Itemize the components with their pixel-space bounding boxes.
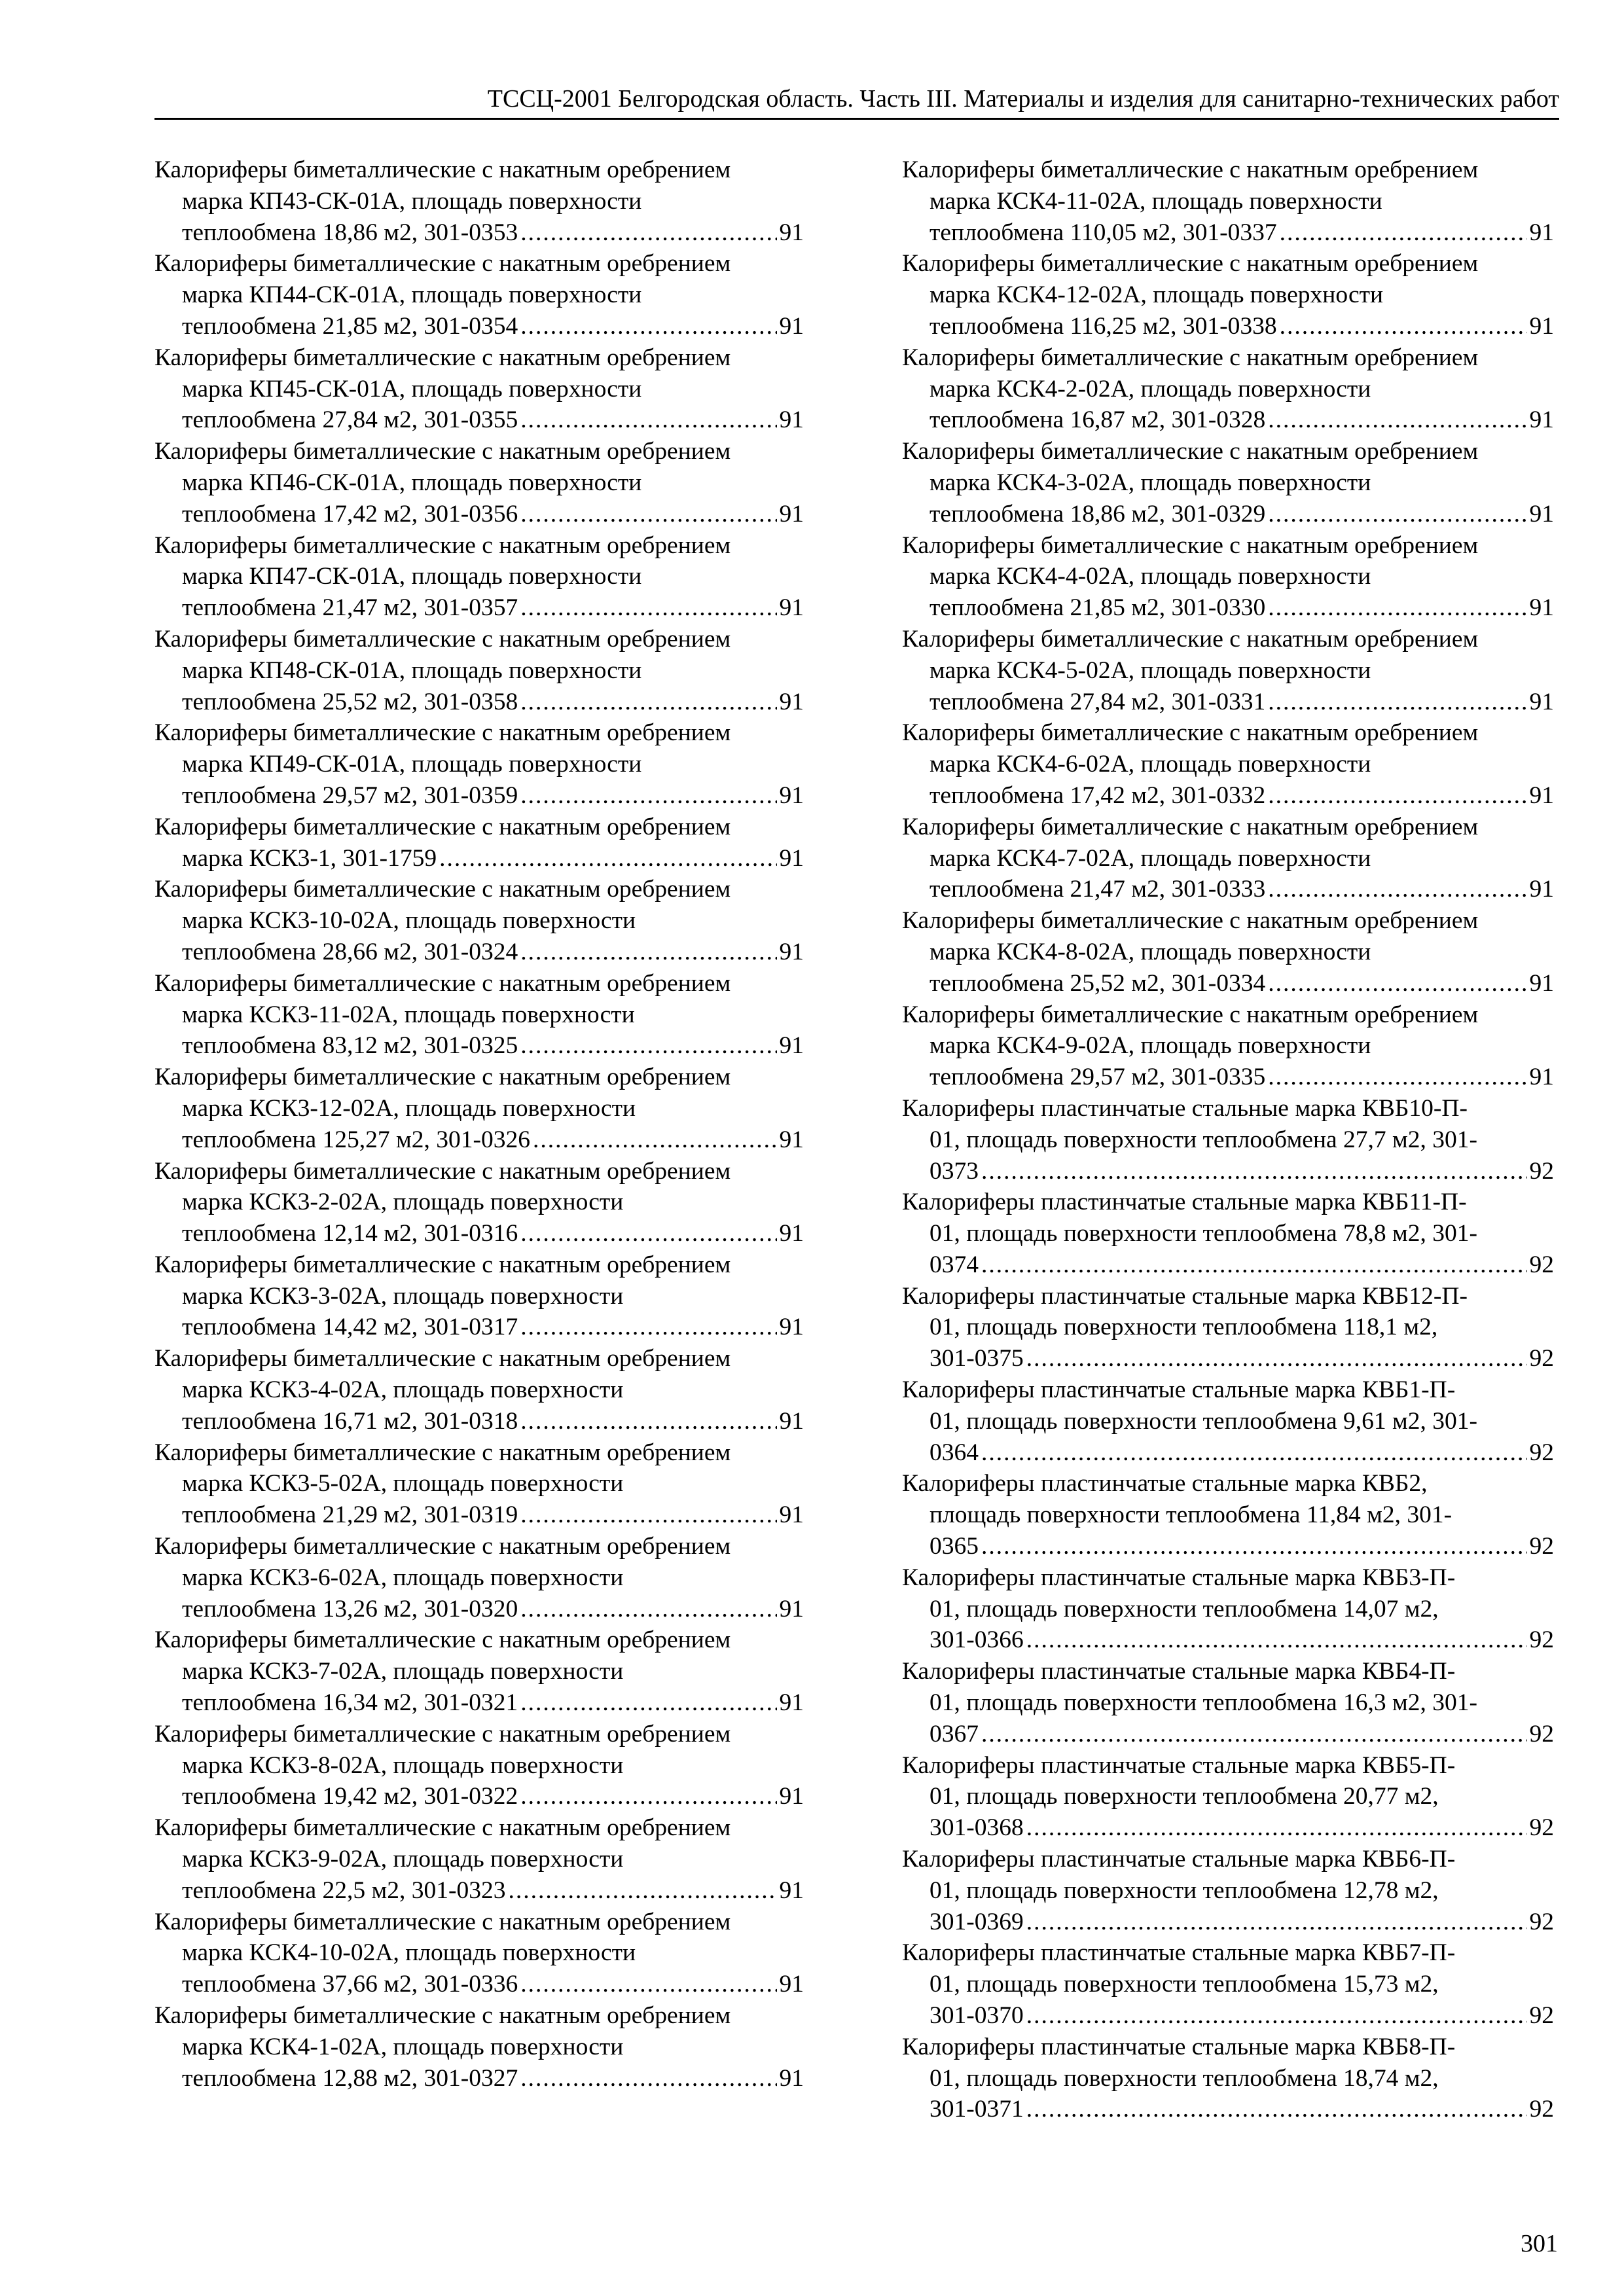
entry-text-line: теплообмена 21,47 м2, 301-0333 <box>929 876 1266 903</box>
entry-text-line: Калориферы биметаллические с накатным оребрением <box>154 1626 731 1654</box>
index-entry <box>154 2000 804 2094</box>
entry-text-line: теплообмена 21,85 м2, 301-0330 <box>929 594 1266 622</box>
entry-page-ref: 91 <box>779 844 804 872</box>
entry-text-line: теплообмена 28,66 м2, 301-0324 <box>182 938 518 965</box>
entry-text-line: Калориферы пластинчатые стальные марка КВБ10-П- <box>902 1094 1468 1122</box>
index-column-left <box>154 154 804 2094</box>
entry-page-ref: 92 <box>1529 1439 1554 1466</box>
entry-text-line: Калориферы биметаллические с накатным оребрением <box>154 1720 731 1748</box>
entry-text-line: теплообмена 16,87 м2, 301-0328 <box>929 406 1266 434</box>
dot-leader <box>520 687 776 718</box>
entry-text-line: 01, площадь поверхности теплообмена 12,78 м2, <box>929 1876 1439 1904</box>
entry-text-line: 301-0371 <box>929 2096 1024 2123</box>
entry-text-line: Калориферы биметаллические с накатным оребрением <box>902 719 1479 747</box>
entry-text-line: марка КСК3-4-02А, площадь поверхности <box>182 1376 624 1404</box>
entry-text-line: Калориферы биметаллические с накатным оребрением <box>902 156 1479 183</box>
dot-leader <box>520 1687 776 1719</box>
dot-leader <box>1026 1624 1527 1656</box>
entry-text-line: теплообмена 18,86 м2, 301-0329 <box>929 500 1266 528</box>
index-entry <box>902 1562 1554 1656</box>
entry-text-line: Калориферы биметаллические с накатным оребрением <box>154 531 731 559</box>
entry-last-line <box>154 1594 804 1625</box>
index-entry <box>902 2032 1554 2125</box>
entry-last-line <box>154 311 804 342</box>
entry-text-line: марка КП46-СК-01А, площадь поверхности <box>182 469 642 496</box>
entry-last-line <box>902 1062 1554 1093</box>
entry-page-ref: 92 <box>1529 1251 1554 1278</box>
dot-leader <box>981 1531 1527 1562</box>
page-number: 301 <box>1521 2230 1558 2257</box>
entry-page-ref: 91 <box>779 2064 804 2092</box>
entry-page-ref: 91 <box>779 1407 804 1435</box>
entry-text-line: теплообмена 27,84 м2, 301-0355 <box>182 406 518 434</box>
entry-text-line: 01, площадь поверхности теплообмена 27,7 м2, 301- <box>929 1126 1477 1153</box>
entry-text-line: марка КСК3-9-02А, площадь поверхности <box>182 1846 624 1873</box>
entry-text-line: теплообмена 116,25 м2, 301-0338 <box>929 312 1277 340</box>
entry-text-line: Калориферы биметаллические с накатным оребрением <box>154 250 731 278</box>
entry-page-ref: 92 <box>1529 1345 1554 1372</box>
entry-page-ref: 91 <box>1529 500 1554 528</box>
entry-page-ref: 91 <box>779 1032 804 1060</box>
entry-text-line: Калориферы биметаллические с накатным оребрением <box>154 1251 731 1278</box>
index-entry <box>154 1249 804 1343</box>
entry-text-line: теплообмена 25,52 м2, 301-0358 <box>182 688 518 715</box>
entry-last-line <box>154 1687 804 1719</box>
dot-leader <box>520 1594 776 1625</box>
index-entry <box>154 874 804 967</box>
entry-last-line <box>154 687 804 718</box>
entry-text-line: марка КСК4-7-02А, площадь поверхности <box>929 844 1371 872</box>
entry-last-line <box>154 404 804 436</box>
entry-last-line <box>902 1907 1554 1938</box>
dot-leader <box>520 1499 776 1531</box>
entry-text-line: Калориферы биметаллические с накатным оребрением <box>902 1001 1479 1028</box>
entry-last-line <box>902 780 1554 812</box>
dot-leader <box>520 1969 776 2000</box>
entry-last-line <box>902 1624 1554 1656</box>
entry-text-line: 01, площадь поверхности теплообмена 9,61 м2, 301- <box>929 1407 1477 1435</box>
entry-text-line: Калориферы пластинчатые стальные марка КВБ12-П- <box>902 1282 1468 1310</box>
entry-text-line: Калориферы пластинчатые стальные марка КВБ5-П- <box>902 1751 1456 1779</box>
entry-text-line: 301-0369 <box>929 1908 1024 1935</box>
entry-text-line: теплообмена 12,14 м2, 301-0316 <box>182 1220 518 1247</box>
entry-text-line: площадь поверхности теплообмена 11,84 м2, 301- <box>929 1501 1453 1529</box>
entry-text-line: Калориферы биметаллические с накатным оребрением <box>154 1908 731 1935</box>
entry-page-ref: 91 <box>779 1501 804 1529</box>
entry-text-line: Калориферы пластинчатые стальные марка КВБ6-П- <box>902 1846 1456 1873</box>
entry-text-line: 301-0370 <box>929 2002 1024 2030</box>
dot-leader <box>1026 2000 1527 2032</box>
dot-leader <box>520 2063 776 2094</box>
index-entry <box>902 1374 1554 1468</box>
entry-text-line: марка КСК4-11-02А, площадь поверхности <box>929 187 1382 215</box>
entry-text-line: 01, площадь поверхности теплообмена 15,73 м2, <box>929 1971 1439 1998</box>
index-entry <box>902 624 1554 717</box>
index-entry <box>154 1156 804 1249</box>
dot-leader <box>520 311 776 342</box>
dot-leader <box>981 1719 1527 1750</box>
entry-text-line: марка КП47-СК-01А, площадь поверхности <box>182 563 642 590</box>
entry-text-line: теплообмена 125,27 м2, 301-0326 <box>182 1126 530 1153</box>
entry-page-ref: 92 <box>1529 2002 1554 2030</box>
entry-page-ref: 92 <box>1529 1908 1554 1935</box>
index-entry <box>154 1062 804 1155</box>
entry-text-line: 0365 <box>929 1533 979 1560</box>
dot-leader <box>520 592 776 624</box>
entry-text-line: Калориферы биметаллические с накатным оребрением <box>902 438 1479 465</box>
index-entry <box>902 530 1554 624</box>
entry-text-line: Калориферы биметаллические с накатным оребрением <box>154 876 731 903</box>
entry-text-line: Калориферы пластинчатые стальные марка КВБ11-П- <box>902 1189 1467 1216</box>
entry-last-line <box>902 1531 1554 1562</box>
index-entry <box>902 1468 1554 1562</box>
index-entry <box>154 1624 804 1718</box>
entry-text-line: Калориферы пластинчатые стальные марка КВБ1-П- <box>902 1376 1456 1404</box>
entry-last-line <box>154 1781 804 1812</box>
entry-text-line: марка КСК3-3-02А, площадь поверхности <box>182 1282 624 1310</box>
entry-page-ref: 91 <box>779 1689 804 1717</box>
entry-page-ref: 92 <box>1529 2096 1554 2123</box>
dot-leader <box>1280 311 1527 342</box>
entry-text-line: Калориферы биметаллические с накатным оребрением <box>902 625 1479 653</box>
entry-text-line: марка КСК4-1-02А, площадь поверхности <box>182 2033 624 2060</box>
entry-text-line: 301-0366 <box>929 1626 1024 1654</box>
index-entry <box>154 1343 804 1437</box>
index-entry <box>902 905 1554 999</box>
entry-page-ref: 91 <box>779 500 804 528</box>
entry-page-ref: 91 <box>779 406 804 434</box>
entry-text-line: марка КП48-СК-01А, площадь поверхности <box>182 656 642 684</box>
entry-text-line: Калориферы биметаллические с накатным оребрением <box>154 1533 731 1560</box>
entry-text-line: Калориферы биметаллические с накатным оребрением <box>154 1345 731 1372</box>
dot-leader <box>981 1156 1527 1187</box>
index-entry <box>154 1531 804 1624</box>
dot-leader <box>520 780 776 812</box>
dot-leader <box>1268 1062 1526 1093</box>
dot-leader <box>1268 592 1526 624</box>
entry-text-line: марка КП44-СК-01А, площадь поверхности <box>182 281 642 309</box>
dot-leader <box>1268 404 1526 436</box>
entry-page-ref: 91 <box>779 1595 804 1623</box>
entry-text-line: марка КСК3-7-02А, площадь поверхности <box>182 1658 624 1685</box>
index-entry <box>154 1812 804 1906</box>
entry-text-line: марка КСК4-9-02А, площадь поверхности <box>929 1032 1371 1060</box>
entry-last-line <box>154 1030 804 1062</box>
entry-text-line: Калориферы биметаллические с накатным оребрением <box>902 907 1479 935</box>
entry-page-ref: 92 <box>1529 1157 1554 1185</box>
index-entry <box>154 342 804 436</box>
entry-page-ref: 92 <box>1529 1533 1554 1560</box>
entry-text-line: марка КСК3-11-02А, площадь поверхности <box>182 1001 635 1028</box>
entry-text-line: теплообмена 29,57 м2, 301-0359 <box>182 781 518 809</box>
entry-page-ref: 91 <box>779 938 804 965</box>
entry-text-line: Калориферы биметаллические с накатным оребрением <box>154 969 731 997</box>
index-entry <box>902 1844 1554 1937</box>
entry-text-line: марка КСК4-5-02А, площадь поверхности <box>929 656 1371 684</box>
entry-text-line: марка КСК3-6-02А, площадь поверхности <box>182 1564 624 1591</box>
entry-last-line <box>154 217 804 249</box>
entry-text-line: марка КСК3-1, 301-1759 <box>182 844 437 872</box>
entry-text-line: марка КСК4-10-02А, площадь поверхности <box>182 1939 636 1967</box>
entry-last-line <box>902 687 1554 718</box>
entry-text-line: Калориферы биметаллические с накатным оребрением <box>154 1157 731 1185</box>
entry-text-line: 01, площадь поверхности теплообмена 16,3 м2, 301- <box>929 1689 1477 1717</box>
entry-page-ref: 91 <box>1529 594 1554 622</box>
dot-leader <box>981 1437 1527 1469</box>
entry-last-line <box>154 780 804 812</box>
entry-text-line: марка КСК3-5-02А, площадь поверхности <box>182 1470 624 1498</box>
entry-text-line: теплообмена 21,85 м2, 301-0354 <box>182 312 518 340</box>
entry-page-ref: 91 <box>779 312 804 340</box>
dot-leader <box>1268 968 1526 999</box>
entry-text-line: Калориферы биметаллические с накатным оребрением <box>154 156 731 183</box>
entry-text-line: Калориферы биметаллические с накатным оребрением <box>154 1439 731 1466</box>
dot-leader <box>520 499 776 530</box>
entry-last-line <box>902 968 1554 999</box>
entry-last-line <box>902 1249 1554 1281</box>
index-entry <box>902 342 1554 436</box>
entry-page-ref: 91 <box>779 1783 804 1810</box>
entry-last-line <box>154 592 804 624</box>
entry-last-line <box>902 499 1554 530</box>
dot-leader <box>520 404 776 436</box>
entry-page-ref: 92 <box>1529 1720 1554 1748</box>
entry-text-line: 301-0368 <box>929 1814 1024 1842</box>
entry-page-ref: 92 <box>1529 1626 1554 1654</box>
entry-text-line: теплообмена 110,05 м2, 301-0337 <box>929 219 1277 246</box>
entry-page-ref: 91 <box>779 1220 804 1247</box>
entry-last-line <box>154 843 804 874</box>
dot-leader <box>520 937 776 968</box>
entry-text-line: марка КП49-СК-01А, площадь поверхности <box>182 751 642 778</box>
entry-text-line: Калориферы пластинчатые стальные марка КВБ2, <box>902 1470 1428 1498</box>
entry-text-line: 01, площадь поверхности теплообмена 14,07 м2, <box>929 1595 1439 1623</box>
entry-page-ref: 91 <box>1529 688 1554 715</box>
dot-leader <box>1026 1812 1527 1844</box>
entry-text-line: Калориферы биметаллические с накатным оребрением <box>154 344 731 371</box>
index-entry <box>154 1719 804 1812</box>
entry-text-line: теплообмена 14,42 м2, 301-0317 <box>182 1314 518 1341</box>
entry-text-line: Калориферы биметаллические с накатным оребрением <box>154 438 731 465</box>
entry-page-ref: 91 <box>1529 876 1554 903</box>
entry-last-line <box>154 2063 804 2094</box>
entry-text-line: теплообмена 37,66 м2, 301-0336 <box>182 1971 518 1998</box>
index-entry <box>902 812 1554 905</box>
entry-text-line: теплообмена 12,88 м2, 301-0327 <box>182 2064 518 2092</box>
entry-text-line: Калориферы биметаллические с накатным оребрением <box>902 250 1479 278</box>
entry-text-line: марка КСК4-3-02А, площадь поверхности <box>929 469 1371 496</box>
entry-last-line <box>902 592 1554 624</box>
entry-text-line: теплообмена 29,57 м2, 301-0335 <box>929 1064 1266 1091</box>
index-entry <box>154 530 804 624</box>
page-header: ТССЦ-2001 Белгородская область. Часть III. Материалы и изделия для санитарно-технических работ <box>154 82 1559 120</box>
entry-page-ref: 91 <box>1529 781 1554 809</box>
entry-text-line: 01, площадь поверхности теплообмена 118,1 м2, <box>929 1314 1438 1341</box>
entry-page-ref: 91 <box>779 1126 804 1153</box>
entry-page-ref: 91 <box>1529 969 1554 997</box>
entry-text-line: теплообмена 27,84 м2, 301-0331 <box>929 688 1266 715</box>
entry-text-line: марка КСК4-4-02А, площадь поверхности <box>929 563 1371 590</box>
entry-last-line <box>902 1156 1554 1187</box>
entry-text-line: Калориферы биметаллические с накатным оребрением <box>154 2002 731 2030</box>
index-entry <box>902 1187 1554 1280</box>
index-entry <box>902 1750 1554 1844</box>
entry-last-line <box>902 874 1554 905</box>
index-entry <box>902 717 1554 811</box>
entry-text-line: теплообмена 22,5 м2, 301-0323 <box>182 1876 506 1904</box>
entry-text-line: Калориферы биметаллические с накатным оребрением <box>154 719 731 747</box>
entry-text-line: марка КП43-СК-01А, площадь поверхности <box>182 187 642 215</box>
entry-last-line <box>902 1719 1554 1750</box>
entry-text-line: 01, площадь поверхности теплообмена 18,74 м2, <box>929 2064 1439 2092</box>
index-entry <box>902 154 1554 248</box>
entry-last-line <box>154 1406 804 1437</box>
index-entry <box>154 436 804 529</box>
entry-text-line: 0374 <box>929 1251 979 1278</box>
entry-last-line <box>902 1343 1554 1374</box>
entry-text-line: Калориферы биметаллические с накатным оребрением <box>902 813 1479 840</box>
dot-leader <box>1280 217 1527 249</box>
entry-text-line: марка КСК4-6-02А, площадь поверхности <box>929 751 1371 778</box>
entry-page-ref: 91 <box>1529 219 1554 246</box>
entry-text-line: Калориферы биметаллические с накатным оребрением <box>154 625 731 653</box>
entry-last-line <box>154 1499 804 1531</box>
dot-leader <box>1268 499 1526 530</box>
entry-text-line: теплообмена 19,42 м2, 301-0322 <box>182 1783 518 1810</box>
entry-text-line: теплообмена 16,34 м2, 301-0321 <box>182 1689 518 1717</box>
entry-text-line: теплообмена 25,52 м2, 301-0334 <box>929 969 1266 997</box>
dot-leader <box>520 1406 776 1437</box>
entry-text-line: Калориферы биметаллические с накатным оребрением <box>154 813 731 840</box>
entry-page-ref: 91 <box>1529 406 1554 434</box>
dot-leader <box>1268 874 1526 905</box>
entry-page-ref: 91 <box>779 219 804 246</box>
entry-last-line <box>902 1812 1554 1844</box>
index-entry <box>902 1093 1554 1187</box>
entry-text-line: Калориферы пластинчатые стальные марка КВБ4-П- <box>902 1658 1456 1685</box>
index-entry <box>154 1437 804 1531</box>
entry-text-line: марка КСК4-8-02А, площадь поверхности <box>929 938 1371 965</box>
dot-leader <box>520 1312 776 1343</box>
dot-leader <box>520 1781 776 1812</box>
index-entry <box>902 999 1554 1093</box>
entry-page-ref: 91 <box>779 594 804 622</box>
entry-text-line: теплообмена 21,29 м2, 301-0319 <box>182 1501 518 1529</box>
entry-text-line: Калориферы биметаллические с накатным оребрением <box>154 1064 731 1091</box>
entry-text-line: теплообмена 21,47 м2, 301-0357 <box>182 594 518 622</box>
entry-last-line <box>154 937 804 968</box>
entry-page-ref: 91 <box>779 781 804 809</box>
entry-text-line: теплообмена 18,86 м2, 301-0353 <box>182 219 518 246</box>
entry-page-ref: 91 <box>779 688 804 715</box>
entry-last-line <box>154 499 804 530</box>
index-entry <box>154 1907 804 2000</box>
dot-leader <box>520 1218 776 1249</box>
entry-text-line: марка КСК3-8-02А, площадь поверхности <box>182 1751 624 1779</box>
index-entry <box>902 436 1554 529</box>
index-entry <box>902 1937 1554 2031</box>
entry-last-line <box>902 1437 1554 1469</box>
entry-text-line: теплообмена 83,12 м2, 301-0325 <box>182 1032 518 1060</box>
entry-text-line: 0364 <box>929 1439 979 1466</box>
entry-last-line <box>154 1969 804 2000</box>
index-entry <box>902 1656 1554 1749</box>
dot-leader <box>520 1030 776 1062</box>
index-column-right <box>902 154 1554 2125</box>
entry-last-line <box>902 404 1554 436</box>
dot-leader <box>1026 2094 1527 2125</box>
dot-leader <box>1268 780 1526 812</box>
entry-last-line <box>902 2094 1554 2125</box>
entry-last-line <box>902 311 1554 342</box>
entry-text-line: теплообмена 16,71 м2, 301-0318 <box>182 1407 518 1435</box>
entry-text-line: Калориферы пластинчатые стальные марка КВБ8-П- <box>902 2033 1456 2060</box>
entry-text-line: теплообмена 17,42 м2, 301-0356 <box>182 500 518 528</box>
entry-text-line: Калориферы пластинчатые стальные марка КВБ3-П- <box>902 1564 1456 1591</box>
index-entry <box>154 248 804 342</box>
dot-leader <box>508 1875 776 1907</box>
entry-text-line: теплообмена 17,42 м2, 301-0332 <box>929 781 1266 809</box>
index-entry <box>154 968 804 1062</box>
entry-page-ref: 92 <box>1529 1814 1554 1842</box>
dot-leader <box>981 1249 1527 1281</box>
entry-text-line: марка КСК3-12-02А, площадь поверхности <box>182 1094 636 1122</box>
index-entry <box>154 717 804 811</box>
entry-text-line: марка КСК3-2-02А, площадь поверхности <box>182 1189 624 1216</box>
index-entry <box>902 248 1554 342</box>
entry-text-line: 01, площадь поверхности теплообмена 20,77 м2, <box>929 1783 1439 1810</box>
entry-text-line: Калориферы пластинчатые стальные марка КВБ7-П- <box>902 1939 1456 1967</box>
dot-leader <box>439 843 776 874</box>
entry-text-line: Калориферы биметаллические с накатным оребрением <box>902 344 1479 371</box>
dot-leader <box>1026 1343 1527 1374</box>
dot-leader <box>1026 1907 1527 1938</box>
entry-last-line <box>154 1875 804 1907</box>
entry-text-line: 301-0375 <box>929 1345 1024 1372</box>
index-entry <box>154 624 804 717</box>
index-entry <box>154 812 804 874</box>
index-entry <box>902 1281 1554 1374</box>
entry-last-line <box>902 217 1554 249</box>
entry-last-line <box>902 2000 1554 2032</box>
entry-page-ref: 91 <box>779 1971 804 1998</box>
entry-last-line <box>154 1312 804 1343</box>
entry-text-line: 0373 <box>929 1157 979 1185</box>
dot-leader <box>1268 687 1526 718</box>
entry-text-line: теплообмена 13,26 м2, 301-0320 <box>182 1595 518 1623</box>
entry-text-line: 0367 <box>929 1720 979 1748</box>
entry-text-line: марка КСК3-10-02А, площадь поверхности <box>182 907 636 935</box>
dot-leader <box>533 1124 777 1156</box>
entry-text-line: Калориферы биметаллические с накатным оребрением <box>154 1814 731 1842</box>
entry-text-line: марка КСК4-2-02А, площадь поверхности <box>929 375 1371 403</box>
entry-page-ref: 91 <box>779 1314 804 1341</box>
entry-last-line <box>154 1218 804 1249</box>
index-entry <box>154 154 804 248</box>
dot-leader <box>520 217 776 249</box>
entry-page-ref: 91 <box>1529 1064 1554 1091</box>
entry-text-line: марка КСК4-12-02А, площадь поверхности <box>929 281 1384 309</box>
entry-text-line: 01, площадь поверхности теплообмена 78,8 м2, 301- <box>929 1220 1477 1247</box>
entry-page-ref: 91 <box>1529 312 1554 340</box>
entry-page-ref: 91 <box>779 1876 804 1904</box>
entry-last-line <box>154 1124 804 1156</box>
entry-text-line: Калориферы биметаллические с накатным оребрением <box>902 531 1479 559</box>
entry-text-line: марка КП45-СК-01А, площадь поверхности <box>182 375 642 403</box>
